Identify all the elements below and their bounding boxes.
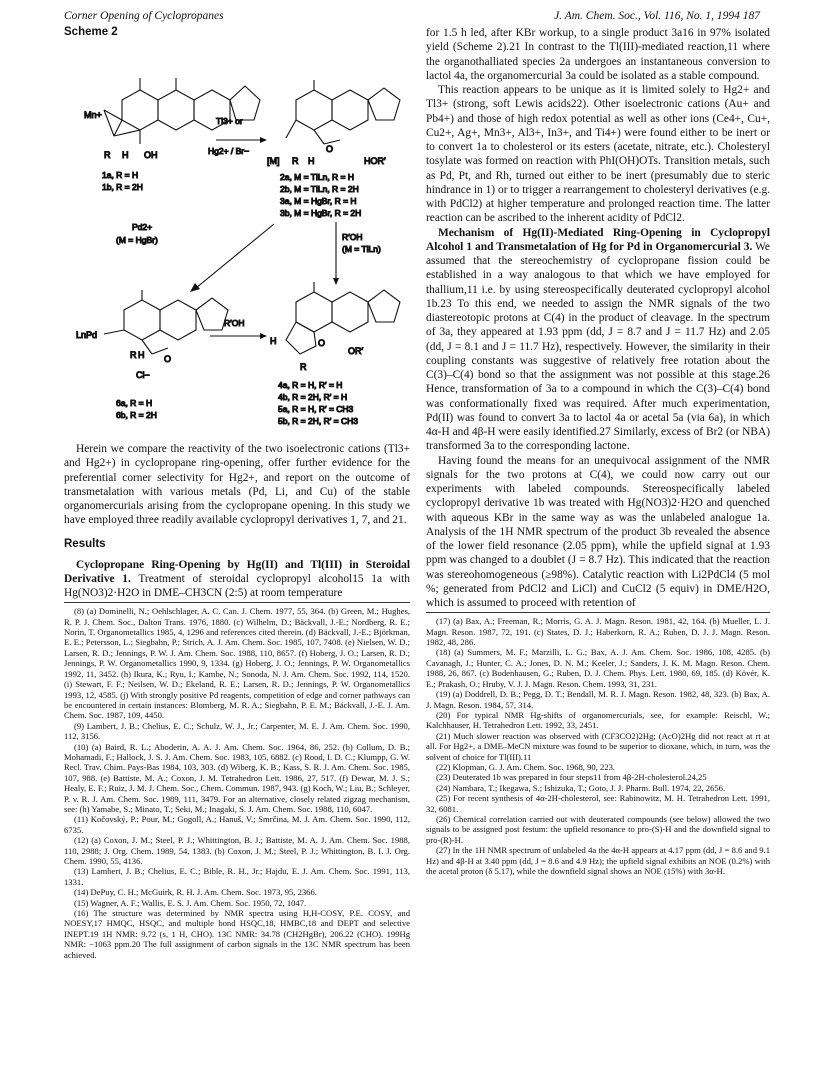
reagent-pd-condition: (M = HgBr) [116,235,158,245]
compound-2-3-structure [286,80,400,144]
footnote: (20) For typical NMR Hg-shifts of organomercurials, see, for example: Reischl, W.; Kalchhauser, H. Tetrahedron Lett. 1992, 33, 2451. [426,709,770,731]
compound-2a-label: 2a, M = TlLn, R = H [280,172,355,182]
h-label-4: H [270,336,277,346]
oh-label: OH [144,150,158,160]
compound-2b-label: 2b, M = TlLn, R = 2H [280,184,359,194]
footnote: (14) DePuy, C. H.; McGuirk, R. H. J. Am. Chem. Soc. 1973, 95, 2366. [74,887,317,898]
reaction-arrow-pd [196,224,274,288]
right-paragraph-2: This reaction appears to be unique as it is limited solely to Hg2+ and Tl3+ (strong, soft Lewis acids22). Other isoelectronic cations (Au+ and Pb4+) and those of high redox potential as well as other ions (Ce4+, Cu+, Cu2+, Ag+, Mn3+, Al3+, In3+, and Ti4+) were found either to be inert or to convert 1a to cholesterol or its esters (acetate, nitrate, etc.). Cholesteryl tosylate was formed on reaction with PhI(OH)OTs. Transition metals, such as Pd, Pt, and Rh, turned out either to be inert (presumably due to steric hindrance in 1) or to trigger a rearrangement to cholesteryl derivatives (e.g. with PdCl2) at higher temperature and prolonged reaction time. The latter reaction can be ascribed to the inherent acidity of PdCl2. [426,84,770,225]
footnote: (18) (a) Summers, M. F.; Marzilli, L. G.; Bax, A. J. Am. Chem. Soc. 1986, 108, 4285. (b) Cavanagh, J.; Hunter, C. A.; Jones, D. N. M.; Keeler, J.; Sanders, J. K. M. Magn. Reson. Chem. 1988, 26, 867. (c) Bodenhausen, G.; Ruben, D. J. Chem. Phys. Lett. 1980, 69, 185. (d) Kövér, K. E.; Prakash, O.; Hruby, V. J. J. Magn. Reson. Chem. 1993, 31, 231. [426,647,770,689]
footnote: (15) Wagner, A. F.; Wallis, E. S. J. Am. Chem. Soc. 1950, 72, 1047. [74,897,307,908]
compound-5a-label: 5a, R = H, R′ = CH3 [278,404,354,414]
running-head-right: J. Am. Chem. Soc., Vol. 116, No. 1, 1994 187 [554,10,760,22]
o-label-2: O [164,354,172,364]
or-label: OR′ [348,346,364,356]
compound-6a-label: 6a, R = H [116,398,153,408]
footnote: (22) Klopman, G. J. Am. Chem. Soc. 1968, 90, 223. [436,761,616,772]
footnote: (16) The structure was determined by NMR spectra using H,H-COSY, P.E. COSY, and NOESY,17 HMQC, HSQC, and multiple bond HSQC,18, HMBC,18 and DEPT and selective INEPT.19 1H NMR: 9.72 (s, 1 H, CHO). 13C NMR: 34.78 (CH2HgBr), 206.22 (CHO). 199Hg NMR: −1063 ppm.20 The full assignment of carbon signals in the 13C NMR spectrum has been achieved. [64,908,410,960]
left-column [64,26,410,960]
reagent-roh-tl: R′OH [342,232,363,242]
compound-1-structure [104,78,260,144]
results-paragraph-1-text: Treatment of steroidal cyclopropyl alcohol15 1a with Hg(NO3)2·H2O in DME–CH3CN (2:5) at room temperature [64,572,410,599]
scheme-2-drawing [64,40,410,442]
r-label-3: R [130,350,137,360]
footnote: (12) (a) Coxon, J. M.; Steel, P. J.; Whittington, B. J.; Battiste, M. A. J. Am. Chem. Soc. 1988, 110, 2988; J. Org. Chem. 1989, 54, 1383. (b) Coxon, J. M.; Steel, P. J.; Whittington, B. I. J. Org. Chem. 1990, 55, 4136. [64,835,410,866]
right-column [426,26,770,876]
r-label-2: R [292,156,299,166]
running-head-left: Corner Opening of Cyclopropanes [64,10,224,22]
reagent-pd: Pd2+ [132,222,153,232]
compound-4b-label: 4b, R = 2H, R′ = H [278,392,348,402]
footnote: (25) For recent synthesis of 4α-2H-cholesterol, see: Rabinowitz, M. H. Tetrahedron Lett. 1991, 32, 6081. [426,793,770,814]
footnote-rule-right [426,612,770,613]
compound-6-structure [104,290,228,354]
compound-5b-label: 5b, R = 2H, R′ = CH3 [278,416,359,426]
compound-1b-label: 1b, R = 2H [102,182,143,192]
metal-ion-label: Mn+ [84,110,102,120]
footnotes-left [64,606,410,960]
reagent-hg-br: Hg2+ / Br− [208,146,250,156]
footnote: (8) (a) Dominelli, N.; Oehlschlager, A. C. Can. J. Chem. 1977, 55, 364. (b) Green, M.; Hughes, R. P. J. Chem. Soc., Dalton Trans. 1976, 1880. (c) Wilhelm, D.; Bäckvall, J.-E.; Nordberg, R. E.; Norin, T. Organometallics 1985, 4, 1296 and references cited therein. (d) Bäckvall, J.-E.; Björkman, E. E.; Petersson, L.; Siegbahn, P.; Strich, A. J. Am. Chem. Soc. 1985, 107, 7408. (e) Nielsen, W. D.; Larsen, R. D.; Jennings, P. W. J. Am. Chem. Soc. 1988, 110, 8657. (f) Hoberg, J. O.; Larsen, R. D.; Jennings, P. W. Organometallics 1990, 9, 1334. (g) Hoberg, J. O.; Jennings, P. W. Organometallics 1992, 11, 3452. (h) Ikura, K.; Ryu, I.; Kambe, N.; Sonoda, N. J. Am. Chem. Soc. 1992, 114, 1520. (i) Stewart, F. F.; Neilsen, W. D.; Ekeland, R. E.; Larsen, R. D.; Jennings, P. W. Organometallics 1993, 12, 4585. (j) With strongly positive Pd reagents, competition of edge and corner pathways can be encountered in certain instances: Blomberg, M. R. A.; Siegbahn, P. E. M.; Bäckvall, J.-E. J. Am. Chem. Soc. 1987, 109, 4450. [64,606,410,721]
results-heading: Results [64,537,106,550]
footnotes-right [426,616,770,876]
results-paragraph-1 [64,558,410,601]
compound-4a-label: 4a, R = H, R′ = H [278,380,343,390]
o-label-3: O [318,338,326,348]
hor-label: HOR′ [364,156,386,166]
footnote: (11) Kočovský, P.; Pour, M.; Gogoll, A.; Hanuš, V.; Smrčina, M. J. Am. Chem. Soc. 1990, 112, 6735. [64,814,410,835]
scheme-title: Scheme 2 [64,26,118,38]
footnote: (24) Nambara, T.; Ikegawa, S.; Ishizuka, T.; Goto, J. J. Pharm. Bull. 1974, 22, 2656. [436,782,726,793]
mechanism-runin-heading: Mechanism of Hg(II)-Mediated Ring-Opening in Cyclopropyl Alcohol 1 and Transmetalation of Hg for Pd in Organomercurial 3. [426,226,770,253]
footnote: (26) Chemical correlation carried out with deuterated compounds (see below) allowed the two signals to be assigned post festum: the upfield resonance to pro-(S)-H and the downfield signal to pro-(R)-H. [426,813,770,845]
o-label-1: O [326,144,334,154]
compound-4-5-structure [286,282,400,354]
footnote: (27) In the 1H NMR spectrum of unlabeled 4a the 4α-H appears at 4.17 ppm (dd, J = 8.6 and 9.1 Hz) and 4β-H at 3.40 ppm (dd, J = 8.6 and 4.9 Hz); the upfield signal exhibits an NOE (0.2%) with the acetal proton (δ 5.17), while the downfield signal shows an NOE (15%) with 3α-H. [426,845,770,876]
h-label-1: H [122,150,129,160]
mechanism-paragraph [426,226,770,454]
chloride-label: Cl− [136,370,150,380]
right-paragraph-1: for 1.5 h led, after KBr workup, to a single product 3a16 in 97% isolated yield (Scheme 2).21 In contrast to the Tl(III)-mediated reaction,11 where the organothalliated species 2a undergoes an instantaneous conversion to lactol 4a, the organomercurial 3a could be isolated as a stable compound. [426,27,770,82]
footnote: (10) (a) Baird, R. L.; Aboderin, A. A. J. Am. Chem. Soc. 1964, 86, 252. (b) Collum, D. B.; Mohamadi, F.; Hallock, J. S. J. Am. Chem. Soc. 1983, 105, 6882. (c) Rood, I. D. C.; Klumpp, G. W. Recl. Trav. Chim. Pays-Bas 1984, 103, 303. (d) Wiberg, K. B.; Kass, S. R. J. Am. Chem. Soc. 1985, 107, 988. (e) Battiste, M. A.; Coxon, J. M. Tetrahedron Lett. 1986, 27, 517. (f) Dewar, M. J. S.; Healy, E. F.; Ruiz, J. M. J. Chem. Soc., Chem. Commun. 1987, 943. (g) Koch, W.; Liu, B.; Schleyer, P. v. R. J. Am. Chem. Soc. 1989, 111, 3479. For an alternative, closely related zigzag mechanism, see: (h) Yamabe, S.; Minato, T.; Seki, M.; Inagaki, S. J. Am. Chem. Soc. 1988, 110, 6047. [64,741,410,814]
footnote: (17) (a) Bax, A.; Freeman, R.; Morris, G. A. J. Magn. Reson. 1981, 42, 164. (b) Mueller, L. J. Magn. Reson. 1987, 72, 191. (c) States, D. J.; Haberkorn, R. A.; Ruben, D. J. J. Magn. Reson. 1982, 48, 286. [426,616,770,648]
mechanism-paragraph-text: We assumed that the stereochemistry of cyclopropane fission could be established in a way analogous to that which we have employed for thallium,11 i.e. by using stereospecifically deuterated cyclopropyl alcohol 1b.23 To this end, we needed to assign the NMR signals of the two diastereotopic protons at C(4) in the product of cleavage. In the spectrum of 3a, they appeared at 1.93 ppm (dd, J = 8.7 and J = 11.7 Hz) and 2.05 (dd, J = 8.1 and J = 11.7 Hz), respectively. However, the similarity in their coupling constants was suggestive of relatively free rotation about the C(3)–C(4) bond so that the assignment was not possible at this stage.26 Hence, transformation of 3a to a compound in which the C(3)–C(4) bond was conformationally fixed was required. After much experimentation, Pd(II) was found to convert 3a to lactol 4a or acetal 5a (via 6a), in which 4α-H and 4β-H were easily identified.27 Similarly, excess of Br2 (or NBA) transformed 3a to the corresponding lactone. [426,240,770,453]
reagent-tl-or: Tl3+ or [216,116,243,126]
h-label-3: H [138,350,145,360]
footnote: (13) Lambert, J. B.; Chelius, E. C.; Bible, R. H., Jr.; Hajdu, E. J. Am. Chem. Soc. 1991, 113, 1331. [64,866,410,887]
right-paragraph-4: Having found the means for an unequivocal assignment of the NMR signals for the two protons at C(4), we could now carry out our experiments with labeled compounds. Stereospecifically labeled cyclopropyl derivative 1b was treated with Hg(NO3)2·H2O and quenched with aqueous KBr in the same way as was the unlabeled analogue 1a. Analysis of the 1H NMR spectrum of the product 3b revealed the absence of the lower field resonance (2.05 ppm), while the upfield signal at 1.93 ppm was changed to a doublet (J = 8.7 Hz). This indicated that the reaction was stereohomogeneous (≥98%). Catalytic reaction with Li2PdCl4 (5 mol %; generated from PdCl2 and LiCl) and CuCl2 (5 equiv) in DME/H2O, which is assumed to proceed with retention of [426,454,770,609]
compound-3b-label: 3b, M = HgBr, R = 2H [280,208,362,218]
intro-paragraph: Herein we compare the reactivity of the two isoelectronic cations (Tl3+ and Hg2+) in cyclopropane ring-opening, offer further evidence for the preferential corner selectivity for Hg2+, and report on the outcome of transmetalation with various metals (Pd, Li, and Cu) of the stable organomercurials arising from the cyclopropane opening. In this study we have employed three readily available cyclopropyl derivatives 1, 7, and 21. [64,443,410,527]
compound-6b-label: 6b, R = 2H [116,410,157,420]
r-label-4: R [300,362,307,372]
reagent-roh-pd: R′OH [224,318,245,328]
footnote: (19) (a) Doddrell, D. B.; Pegg, D. T.; Bendall, M. R. J. Magn. Reson. 1982, 48, 323. (b) Bax, A. J. Magn. Reson. 1984, 57, 314. [426,689,770,710]
pd-ligand-label: LnPd [76,330,98,340]
footnote: (23) Deuterated 1b was prepared in four steps11 from 4β-2H-cholesterol.24,25 [436,772,707,783]
footnote-rule-left [64,602,410,603]
h-label-2: H [308,156,315,166]
results-runin-heading: Cyclopropane Ring-Opening by Hg(II) and Tl(III) in Steroidal Derivative 1. [64,558,410,585]
r-label-1: R [104,150,111,160]
compound-1a-label: 1a, R = H [102,170,139,180]
footnote: (9) Lambert, J. B.; Chelius, E. C.; Schulz, W. J., Jr.; Carpenter, M. E. J. Am. Chem. Soc. 1990, 112, 3156. [64,720,410,742]
reagent-tl-condition: (M = TlLn) [342,244,381,254]
compound-3a-label: 3a, M = HgBr, R = H [280,196,357,206]
metal-label: [M] [267,156,280,166]
footnote: (21) Much slower reaction was observed with (CF3CO2)2Hg; (AcO)2Hg did not react at rt at all. For Hg2+, a DME–MeCN mixture was found to be superior to dioxane, which, in turn, was the solvent of choice for Tl(III).11 [426,730,770,762]
